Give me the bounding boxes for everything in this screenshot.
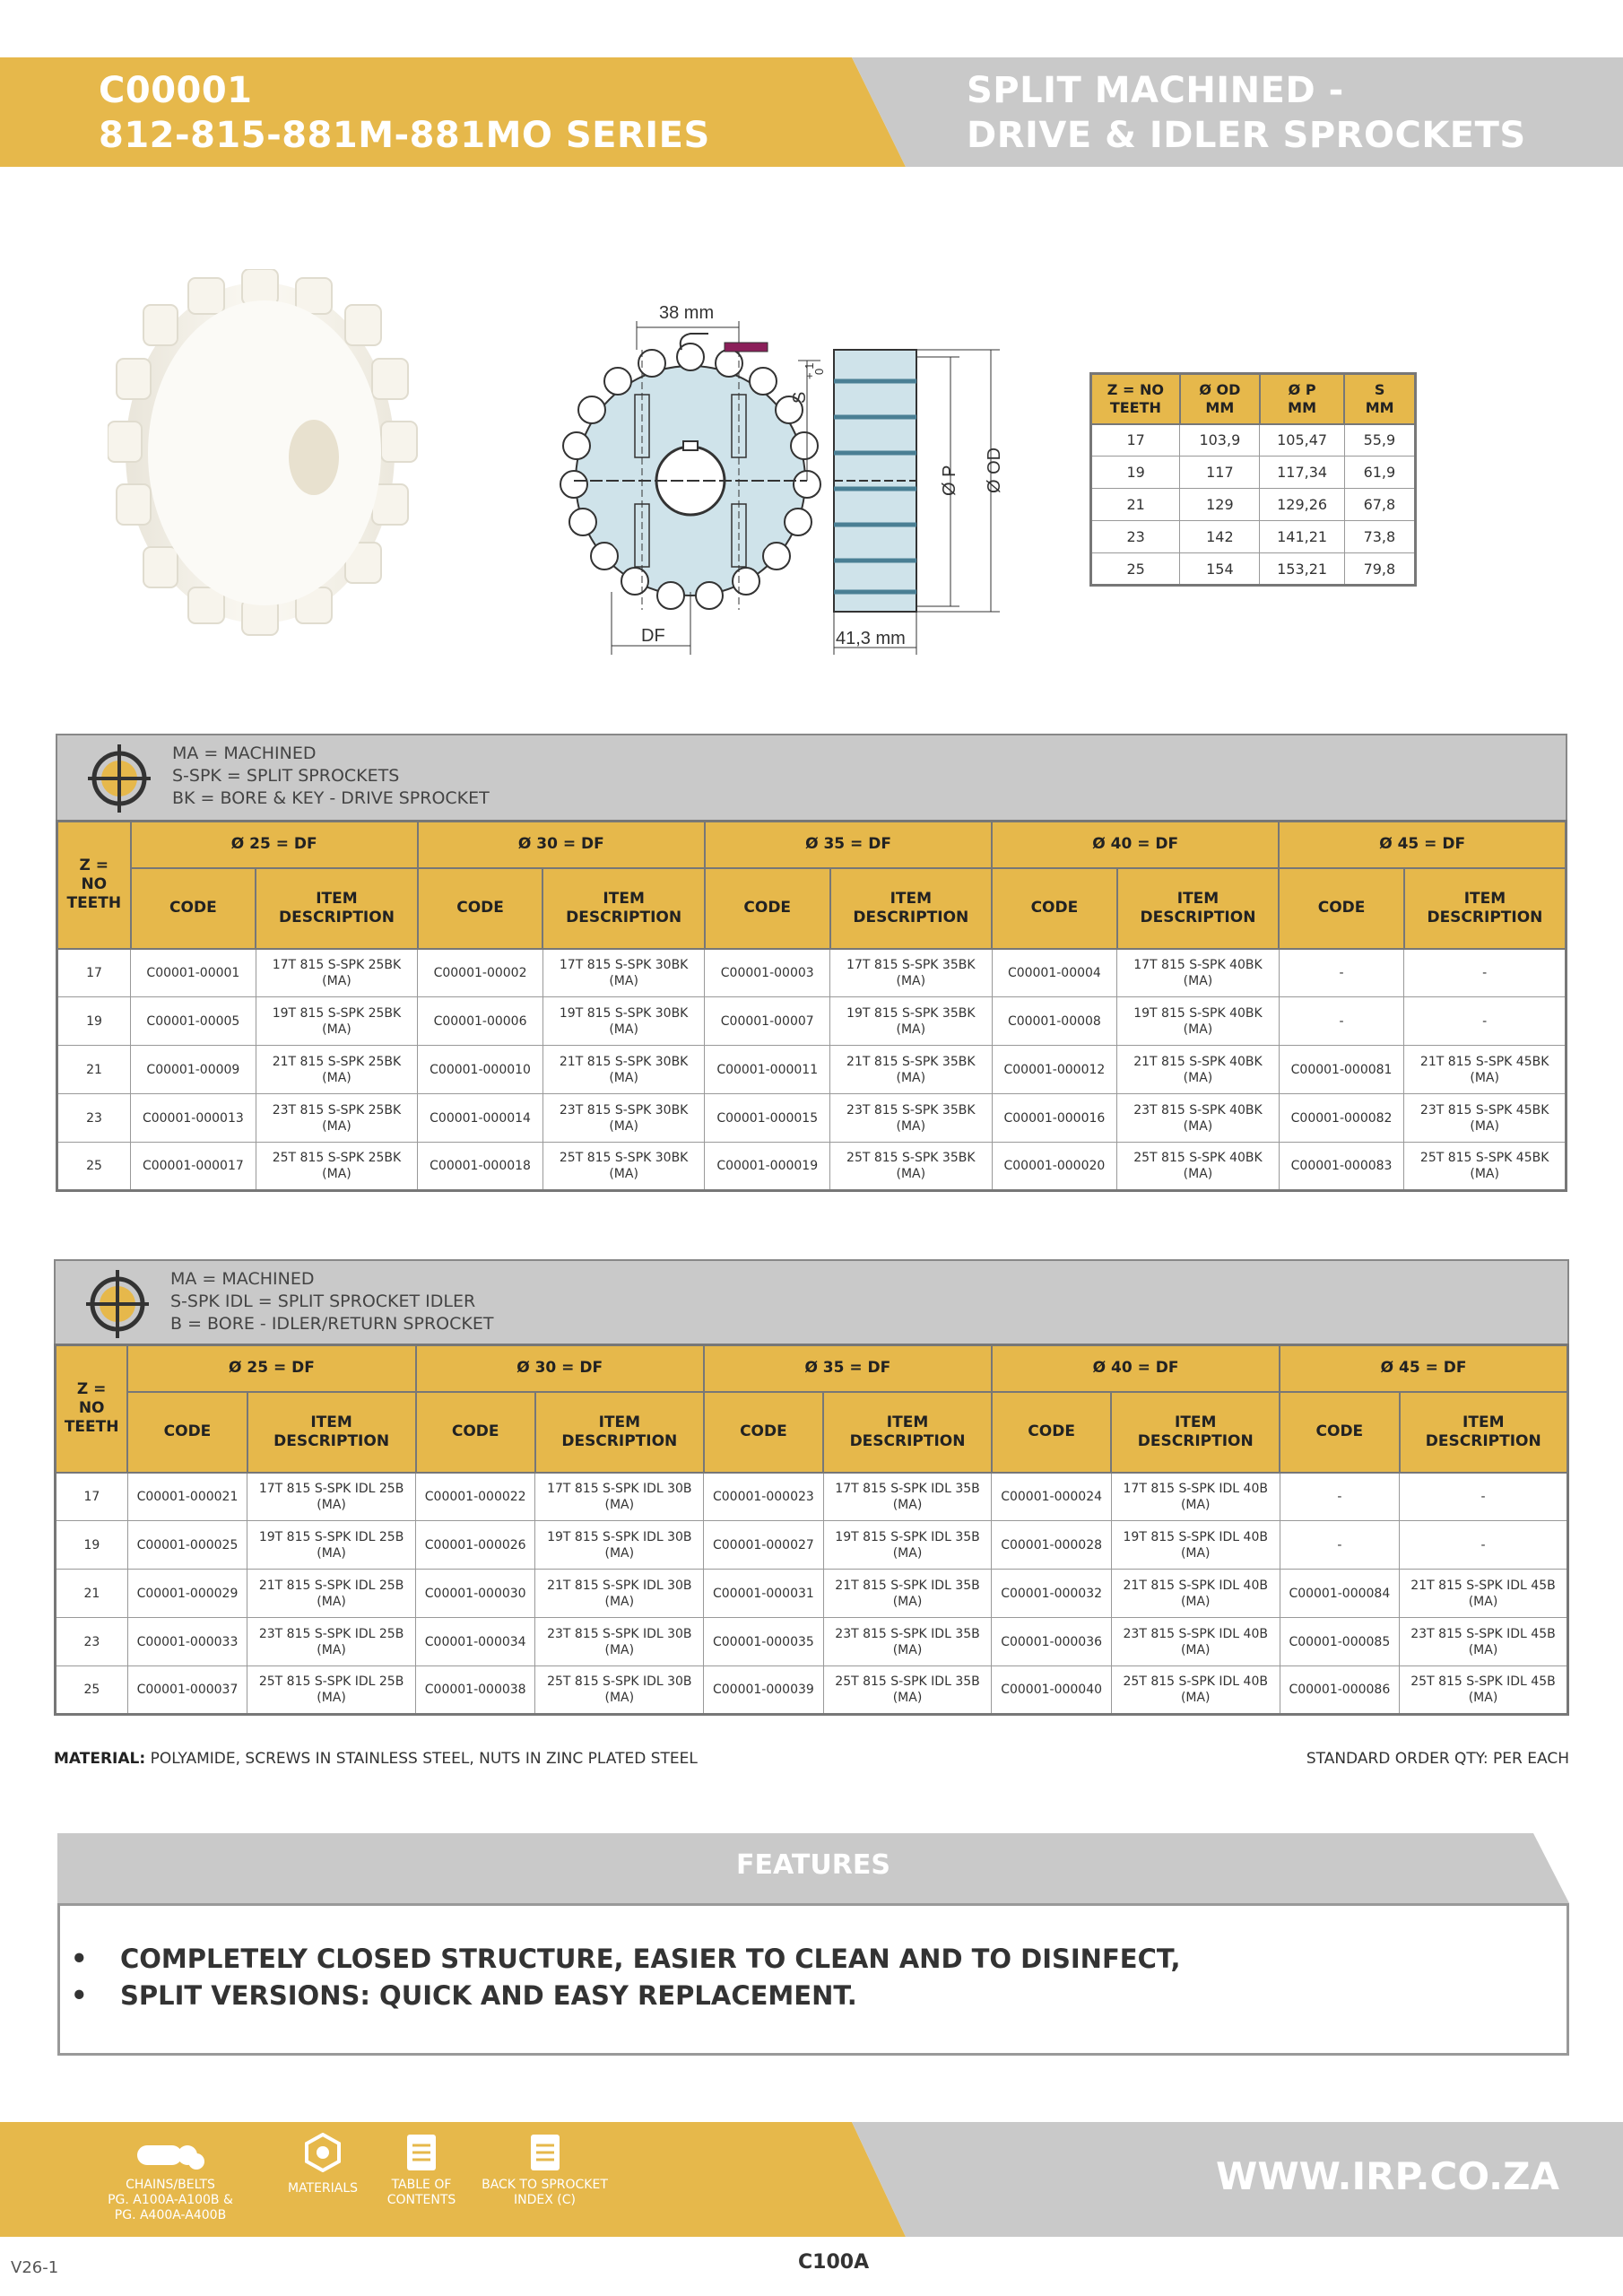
bore-group-header: Ø 45 = DF — [1279, 822, 1566, 868]
code-cell: C00001-00001 — [131, 949, 256, 997]
description-cell: 19T 815 S-SPK 35BK (MA) — [830, 997, 993, 1046]
code-header: CODE — [131, 868, 256, 949]
table-row — [56, 1521, 1568, 1570]
code-cell: C00001-000013 — [131, 1094, 256, 1143]
legend-line: S-SPK IDL = SPLIT SPROCKET IDLER — [170, 1292, 476, 1311]
dimension-cell: 25 — [1091, 553, 1180, 586]
group-header-row — [57, 822, 1567, 868]
description-header: ITEM DESCRIPTION — [1117, 868, 1280, 949]
dim-outer-diameter: Ø OD — [985, 447, 1004, 493]
code-header: CODE — [416, 1392, 535, 1473]
description-cell: 23T 815 S-SPK 30BK (MA) — [542, 1094, 705, 1143]
dimension-cell: 61,9 — [1344, 457, 1415, 489]
code-cell: C00001-00008 — [992, 997, 1117, 1046]
code-cell: C00001-00004 — [992, 949, 1117, 997]
dimension-cell: 117,34 — [1260, 457, 1344, 489]
description-cell: 21T 815 S-SPK IDL 30B (MA) — [535, 1570, 704, 1618]
table-of-contents-icon — [404, 2133, 439, 2172]
code-cell: C00001-000015 — [705, 1094, 830, 1143]
dim-tolerance-low: 0 — [812, 368, 826, 375]
dim-face-width: 41,3 mm — [836, 629, 906, 648]
code-cell: C00001-000021 — [127, 1473, 247, 1521]
group-header-row — [56, 1345, 1568, 1392]
dimension-cell: 129 — [1180, 489, 1260, 521]
code-cell: - — [1279, 949, 1404, 997]
description-header: ITEM DESCRIPTION — [1404, 868, 1567, 949]
legend-line: B = BORE - IDLER/RETURN SPROCKET — [170, 1314, 494, 1334]
code-cell: C00001-000033 — [127, 1618, 247, 1666]
description-cell: - — [1404, 997, 1567, 1046]
teeth-cell: 21 — [56, 1570, 128, 1618]
description-cell: 21T 815 S-SPK IDL 35B (MA) — [823, 1570, 992, 1618]
dim-tolerance: + 1 — [803, 362, 816, 379]
teeth-cell: 19 — [57, 997, 131, 1046]
description-cell: 25T 815 S-SPK 35BK (MA) — [830, 1143, 993, 1191]
description-cell: 19T 815 S-SPK 30BK (MA) — [542, 997, 705, 1046]
table-row — [56, 1473, 1568, 1521]
description-cell: - — [1400, 1473, 1568, 1521]
code-cell: C00001-000082 — [1279, 1094, 1404, 1143]
code-cell: C00001-000026 — [416, 1521, 535, 1570]
code-cell: C00001-000031 — [704, 1570, 823, 1618]
code-cell: C00001-00007 — [705, 997, 830, 1046]
dimension-cell: 79,8 — [1344, 553, 1415, 586]
code-cell: C00001-000032 — [992, 1570, 1111, 1618]
dimension-row — [1091, 553, 1416, 586]
dimension-cell: 117 — [1180, 457, 1260, 489]
features-title: FEATURES — [736, 1849, 890, 1881]
teeth-cell: 19 — [56, 1521, 128, 1570]
teeth-cell: 17 — [57, 949, 131, 997]
table-row — [56, 1666, 1568, 1715]
description-cell: 17T 815 S-SPK IDL 40B (MA) — [1111, 1473, 1280, 1521]
idler-sprocket-table — [54, 1344, 1569, 1716]
code-cell: C00001-000014 — [418, 1094, 543, 1143]
dimension-cell: 17 — [1091, 424, 1180, 457]
sprocket-symbol-icon — [88, 744, 151, 813]
code-cell: C00001-000020 — [992, 1143, 1117, 1191]
code-cell: C00001-000028 — [992, 1521, 1111, 1570]
dimension-row — [1091, 424, 1416, 457]
code-cell: C00001-000085 — [1280, 1618, 1399, 1666]
column-header-row — [56, 1392, 1568, 1473]
code-cell: C00001-000024 — [992, 1473, 1111, 1521]
code-cell: C00001-000011 — [705, 1046, 830, 1094]
description-cell: 17T 815 S-SPK 35BK (MA) — [830, 949, 993, 997]
code-cell: C00001-000036 — [992, 1618, 1111, 1666]
features-box — [57, 1903, 1569, 2056]
description-header: ITEM DESCRIPTION — [830, 868, 993, 949]
code-cell: C00001-00002 — [418, 949, 543, 997]
description-cell: 25T 815 S-SPK 45BK (MA) — [1404, 1143, 1567, 1191]
teeth-cell: 17 — [56, 1473, 128, 1521]
description-cell: 17T 815 S-SPK IDL 30B (MA) — [535, 1473, 704, 1521]
code-cell: C00001-000012 — [992, 1046, 1117, 1094]
dimension-cell: 23 — [1091, 521, 1180, 553]
teeth-header: Z = NO TEETH — [57, 822, 131, 949]
description-cell: 19T 815 S-SPK IDL 25B (MA) — [247, 1521, 416, 1570]
dimension-cell: 141,21 — [1260, 521, 1344, 553]
materials-icon — [303, 2133, 343, 2172]
code-header: CODE — [127, 1392, 247, 1473]
dim-width: 38 mm — [659, 303, 715, 323]
description-cell: 21T 815 S-SPK 25BK (MA) — [256, 1046, 418, 1094]
version-label: V26-1 — [11, 2258, 59, 2277]
bore-group-header: Ø 45 = DF — [1280, 1345, 1567, 1392]
dimension-table-header — [1091, 374, 1416, 424]
description-cell: 17T 815 S-SPK 30BK (MA) — [542, 949, 705, 997]
legend-line: BK = BORE & KEY - DRIVE SPROCKET — [172, 788, 490, 808]
dimension-cell: 154 — [1180, 553, 1260, 586]
dimension-cell: 105,47 — [1260, 424, 1344, 457]
dimension-cell: 19 — [1091, 457, 1180, 489]
teeth-cell: 25 — [57, 1143, 131, 1191]
table-row — [56, 1570, 1568, 1618]
description-cell: 23T 815 S-SPK IDL 25B (MA) — [247, 1618, 416, 1666]
description-cell: 23T 815 S-SPK IDL 30B (MA) — [535, 1618, 704, 1666]
table-row — [57, 1143, 1567, 1191]
dimension-cell: 103,9 — [1180, 424, 1260, 457]
bore-group-header: Ø 30 = DF — [418, 822, 705, 868]
nav-materials[interactable]: MATERIALS — [278, 2133, 368, 2196]
header-series-title — [99, 68, 710, 158]
description-cell: 21T 815 S-SPK 40BK (MA) — [1117, 1046, 1280, 1094]
description-header: ITEM DESCRIPTION — [542, 868, 705, 949]
description-cell: 17T 815 S-SPK IDL 25B (MA) — [247, 1473, 416, 1521]
technical-drawing — [511, 296, 1013, 655]
description-cell: 21T 815 S-SPK IDL 25B (MA) — [247, 1570, 416, 1618]
code-cell: C00001-000083 — [1279, 1143, 1404, 1191]
legend-line: S-SPK = SPLIT SPROCKETS — [172, 766, 400, 786]
col-s: S MM — [1344, 374, 1415, 424]
code-header: CODE — [992, 868, 1117, 949]
table-row — [57, 997, 1567, 1046]
dimension-row — [1091, 457, 1416, 489]
dimension-row — [1091, 489, 1416, 521]
dimension-row — [1091, 521, 1416, 553]
dimension-cell: 21 — [1091, 489, 1180, 521]
code-cell: C00001-00006 — [418, 997, 543, 1046]
description-cell: 19T 815 S-SPK 40BK (MA) — [1117, 997, 1280, 1046]
chains-belts-icon — [135, 2133, 205, 2172]
description-cell: 25T 815 S-SPK IDL 25B (MA) — [247, 1666, 416, 1715]
code-header: CODE — [1279, 868, 1404, 949]
col-od: Ø OD MM — [1180, 374, 1260, 424]
material-note: MATERIAL: POLYAMIDE, SCREWS IN STAINLESS STEEL, NUTS IN ZINC PLATED STEEL — [54, 1750, 698, 1768]
description-header: ITEM DESCRIPTION — [1111, 1392, 1280, 1473]
description-cell: - — [1404, 949, 1567, 997]
description-cell: 19T 815 S-SPK IDL 35B (MA) — [823, 1521, 992, 1570]
code-cell: C00001-000016 — [992, 1094, 1117, 1143]
code-cell: C00001-00005 — [131, 997, 256, 1046]
teeth-cell: 23 — [56, 1618, 128, 1666]
code-cell: C00001-00009 — [131, 1046, 256, 1094]
col-pitch: Ø P MM — [1260, 374, 1344, 424]
description-cell: 23T 815 S-SPK 45BK (MA) — [1404, 1094, 1567, 1143]
description-cell: 23T 815 S-SPK IDL 40B (MA) — [1111, 1618, 1280, 1666]
dim-pitch: Ø P — [940, 465, 959, 496]
nav-sprocket-index[interactable]: BACK TO SPROCKET INDEX (C) — [475, 2133, 614, 2208]
code-cell: C00001-000022 — [416, 1473, 535, 1521]
column-header-row — [57, 868, 1567, 949]
code-cell: C00001-000040 — [992, 1666, 1111, 1715]
description-header: ITEM DESCRIPTION — [535, 1392, 704, 1473]
table-row — [57, 949, 1567, 997]
code-cell: C00001-000010 — [418, 1046, 543, 1094]
feature-item: • COMPLETELY CLOSED STRUCTURE, EASIER TO CLEAN AND TO DISINFECT, — [71, 1944, 1181, 1974]
dimension-cell: 55,9 — [1344, 424, 1415, 457]
description-cell: 23T 815 S-SPK 35BK (MA) — [830, 1094, 993, 1143]
bore-group-header: Ø 35 = DF — [705, 822, 992, 868]
code-cell: - — [1279, 997, 1404, 1046]
code-cell: C00001-000019 — [705, 1143, 830, 1191]
teeth-cell: 21 — [57, 1046, 131, 1094]
code-cell: C00001-000018 — [418, 1143, 543, 1191]
bore-group-header: Ø 35 = DF — [704, 1345, 992, 1392]
dim-s: S — [790, 391, 810, 404]
code-cell: C00001-000035 — [704, 1618, 823, 1666]
code-cell: - — [1280, 1521, 1399, 1570]
description-cell: 23T 815 S-SPK 40BK (MA) — [1117, 1094, 1280, 1143]
col-teeth: Z = NO TEETH — [1091, 374, 1180, 424]
description-header: ITEM DESCRIPTION — [1400, 1392, 1568, 1473]
description-cell: 23T 815 S-SPK IDL 35B (MA) — [823, 1618, 992, 1666]
table-row — [56, 1618, 1568, 1666]
description-cell: 21T 815 S-SPK IDL 40B (MA) — [1111, 1570, 1280, 1618]
nav-chains-belts[interactable]: CHAINS/BELTS PG. A100A-A100B & PG. A400A-A400B — [99, 2133, 242, 2223]
category-line-2: DRIVE & IDLER SPROCKETS — [967, 115, 1526, 156]
code-cell: C00001-00003 — [705, 949, 830, 997]
bore-group-header: Ø 30 = DF — [416, 1345, 704, 1392]
bore-hole — [289, 420, 339, 495]
code-cell: - — [1280, 1473, 1399, 1521]
description-cell: 19T 815 S-SPK 25BK (MA) — [256, 997, 418, 1046]
code-cell: C00001-000025 — [127, 1521, 247, 1570]
description-cell: 19T 815 S-SPK IDL 40B (MA) — [1111, 1521, 1280, 1570]
table-row — [57, 1046, 1567, 1094]
nav-table-of-contents[interactable]: TABLE OF CONTENTS — [377, 2133, 466, 2208]
code-cell: C00001-000027 — [704, 1521, 823, 1570]
product-code: C00001 — [99, 70, 253, 111]
description-cell: 25T 815 S-SPK IDL 40B (MA) — [1111, 1666, 1280, 1715]
code-header: CODE — [992, 1392, 1111, 1473]
description-cell: 21T 815 S-SPK 35BK (MA) — [830, 1046, 993, 1094]
code-cell: C00001-000034 — [416, 1618, 535, 1666]
code-cell: C00001-000017 — [131, 1143, 256, 1191]
code-header: CODE — [1280, 1392, 1399, 1473]
code-cell: C00001-000030 — [416, 1570, 535, 1618]
description-cell: 21T 815 S-SPK IDL 45B (MA) — [1400, 1570, 1568, 1618]
dimension-cell: 142 — [1180, 521, 1260, 553]
website-link[interactable]: WWW.IRP.CO.ZA — [1216, 2154, 1560, 2198]
description-cell: 23T 815 S-SPK IDL 45B (MA) — [1400, 1618, 1568, 1666]
description-cell: - — [1400, 1521, 1568, 1570]
description-cell: 25T 815 S-SPK IDL 35B (MA) — [823, 1666, 992, 1715]
description-cell: 21T 815 S-SPK 30BK (MA) — [542, 1046, 705, 1094]
description-cell: 25T 815 S-SPK 25BK (MA) — [256, 1143, 418, 1191]
description-cell: 25T 815 S-SPK 40BK (MA) — [1117, 1143, 1280, 1191]
bore-group-header: Ø 25 = DF — [131, 822, 418, 868]
description-header: ITEM DESCRIPTION — [256, 868, 418, 949]
sprocket-index-icon — [527, 2133, 563, 2172]
code-header: CODE — [705, 868, 830, 949]
legend-line: MA = MACHINED — [172, 744, 317, 763]
table-row — [57, 1094, 1567, 1143]
description-header: ITEM DESCRIPTION — [247, 1392, 416, 1473]
sprocket-photo — [108, 269, 430, 637]
code-cell: C00001-000037 — [127, 1666, 247, 1715]
bore-group-header: Ø 40 = DF — [992, 1345, 1280, 1392]
teeth-header: Z = NO TEETH — [56, 1345, 128, 1473]
bore-group-header: Ø 25 = DF — [127, 1345, 415, 1392]
header-category-title — [967, 68, 1526, 158]
description-cell: 19T 815 S-SPK IDL 30B (MA) — [535, 1521, 704, 1570]
description-cell: 25T 815 S-SPK IDL 30B (MA) — [535, 1666, 704, 1715]
feature-item: • SPLIT VERSIONS: QUICK AND EASY REPLACEMENT. — [71, 1980, 857, 2011]
dimension-cell: 153,21 — [1260, 553, 1344, 586]
code-cell: C00001-000086 — [1280, 1666, 1399, 1715]
dimension-table — [1089, 372, 1417, 587]
teeth-cell: 25 — [56, 1666, 128, 1715]
description-header: ITEM DESCRIPTION — [823, 1392, 992, 1473]
drive-sprocket-table — [56, 820, 1567, 1192]
code-cell: C00001-000029 — [127, 1570, 247, 1618]
drive-legend — [56, 734, 1567, 820]
order-qty: STANDARD ORDER QTY: PER EACH — [1306, 1750, 1569, 1768]
bore-group-header: Ø 40 = DF — [992, 822, 1279, 868]
description-cell: 25T 815 S-SPK 30BK (MA) — [542, 1143, 705, 1191]
dimension-cell: 73,8 — [1344, 521, 1415, 553]
description-cell: 17T 815 S-SPK 40BK (MA) — [1117, 949, 1280, 997]
code-cell: C00001-000023 — [704, 1473, 823, 1521]
code-cell: C00001-000039 — [704, 1666, 823, 1715]
description-cell: 17T 815 S-SPK 25BK (MA) — [256, 949, 418, 997]
page-number: C100A — [798, 2251, 870, 2274]
code-cell: C00001-000038 — [416, 1666, 535, 1715]
dimension-cell: 67,8 — [1344, 489, 1415, 521]
description-cell: 23T 815 S-SPK 25BK (MA) — [256, 1094, 418, 1143]
code-header: CODE — [704, 1392, 823, 1473]
dimension-cell: 129,26 — [1260, 489, 1344, 521]
teeth-cell: 23 — [57, 1094, 131, 1143]
description-cell: 25T 815 S-SPK IDL 45B (MA) — [1400, 1666, 1568, 1715]
series-name: 812-815-881M-881MO SERIES — [99, 115, 710, 156]
idler-legend — [54, 1259, 1569, 1344]
dim-df: DF — [641, 626, 665, 646]
code-cell: C00001-000081 — [1279, 1046, 1404, 1094]
legend-line: MA = MACHINED — [170, 1269, 315, 1289]
code-cell: C00001-000084 — [1280, 1570, 1399, 1618]
description-cell: 21T 815 S-SPK 45BK (MA) — [1404, 1046, 1567, 1094]
category-line-1: SPLIT MACHINED - — [967, 70, 1344, 111]
code-header: CODE — [418, 868, 543, 949]
description-cell: 17T 815 S-SPK IDL 35B (MA) — [823, 1473, 992, 1521]
sprocket-symbol-icon — [86, 1270, 149, 1338]
